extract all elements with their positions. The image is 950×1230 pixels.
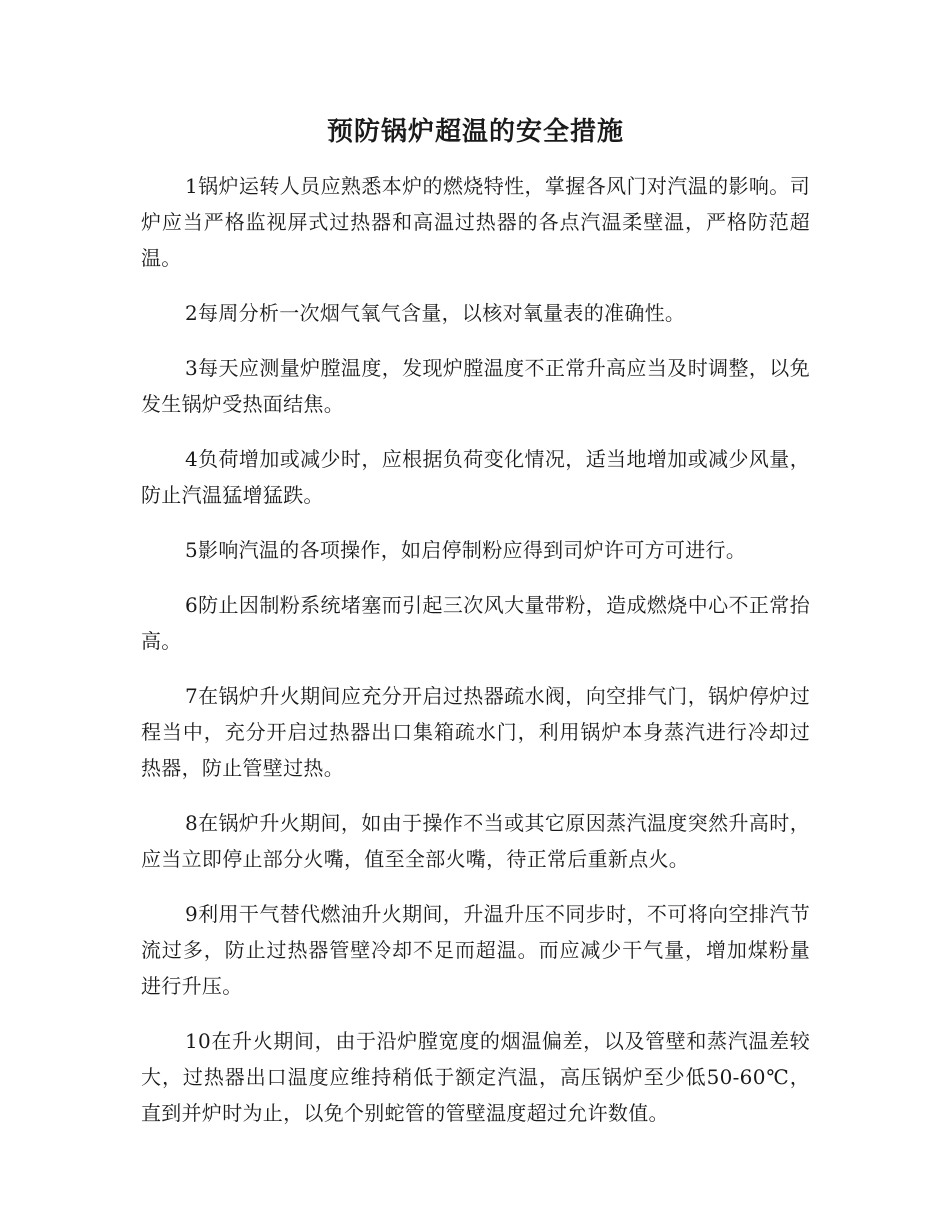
measure-paragraph-10: 10在升火期间，由于沿炉膛宽度的烟温偏差，以及管壁和蒸汽温差较大，过热器出口温度应维持稍低于额定汽温，高压锅炉至少低50-60℃，直到并炉时为止，以免个别蛇管的管壁温度超过允许数值。 — [141, 1029, 810, 1125]
measure-paragraph-4: 4负荷增加或减少时，应根据负荷变化情况，适当地增加或减少风量，防止汽温猛增猛跌。 — [141, 447, 810, 507]
measure-paragraph-1: 1锅炉运转人员应熟悉本炉的燃烧特性，掌握各风门对汽温的影响。司炉应当严格监视屏式过热器和高温过热器的各点汽温柔壁温，严格防范超温。 — [141, 174, 810, 270]
measure-paragraph-3: 3每天应测量炉膛温度，发现炉膛温度不正常升高应当及时调整，以免发生锅炉受热面结焦。 — [141, 356, 810, 416]
measure-paragraph-2: 2每周分析一次烟气氧气含量，以核对氧量表的准确性。 — [185, 301, 686, 325]
document-title: 预防锅炉超温的安全措施 — [326, 117, 624, 147]
measure-paragraph-9: 9利用干气替代燃油升火期间，升温升压不同步时，不可将向空排汽节流过多，防止过热器管壁冷却不足而超温。而应减少干气量，增加煤粉量进行升压。 — [141, 902, 810, 998]
measure-paragraph-8: 8在锅炉升火期间，如由于操作不当或其它原因蒸汽温度突然升高时，应当立即停止部分火嘴，值至全部火嘴，待正常后重新点火。 — [141, 811, 810, 871]
measure-paragraph-6: 6防止因制粉系统堵塞而引起三次风大量带粉，造成燃烧中心不正常抬高。 — [141, 593, 810, 653]
measure-paragraph-5: 5影响汽温的各项操作，如启停制粉应得到司炉许可方可进行。 — [185, 538, 747, 562]
measure-paragraph-7: 7在锅炉升火期间应充分开启过热器疏水阀，向空排气门，锅炉停炉过程当中，充分开启过热器出口集箱疏水门，利用锅炉本身蒸汽进行冷却过热器，防止管壁过热。 — [141, 684, 810, 780]
